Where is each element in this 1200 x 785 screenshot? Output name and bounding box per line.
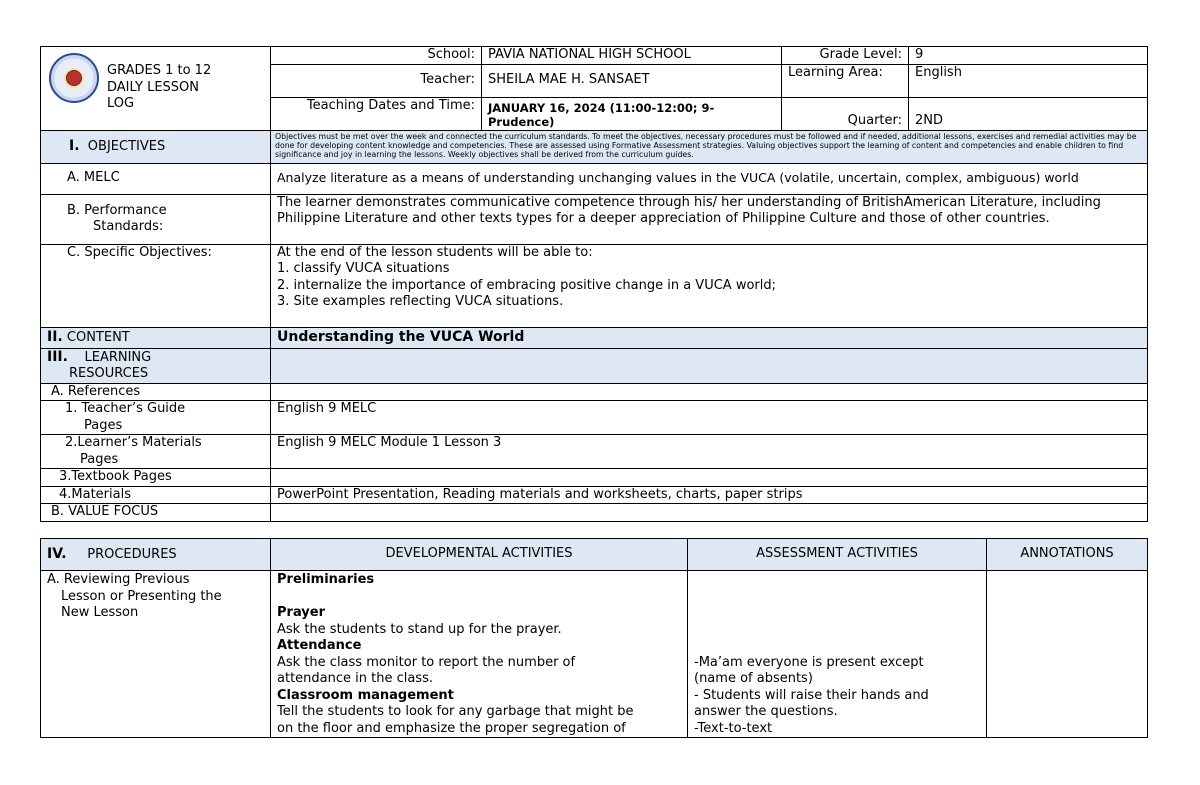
specific-objective-1: 1. classify VUCA situations [277, 261, 450, 276]
annotations-header: ANNOTATIONS [987, 539, 1148, 571]
procedure-a-label-line3: New Lesson [61, 605, 139, 620]
procedure-a-label-line2: Lesson or Presenting the [61, 588, 222, 604]
assessment-header: ASSESSMENT ACTIVITIES [688, 539, 987, 571]
materials-value: PowerPoint Presentation, Reading materials and worksheets, charts, paper strips [271, 486, 1148, 504]
annotations-cell [987, 571, 1148, 738]
attendance-text-line1: Ask the class monitor to report the number of [277, 654, 576, 670]
teacher-label: Teacher: [271, 64, 482, 97]
specific-objective-3: 3. Site examples reflecting VUCA situations. [277, 294, 564, 309]
resources-label-line1: LEARNING [84, 349, 152, 365]
learners-materials-label [41, 435, 271, 469]
assessment-line3: - Students will raise their hands and [694, 687, 929, 703]
objectives-note: Objectives must be met over the week and connected the curriculum standards. To meet the objectives, necessary procedures must be followed and if needed, additional lessons, exercises and remedial activities may be done for developing content knowledge and competencies. These are assessed using Formative Assessment strategies. Valuing objectives support the learning of content and competencies and enable children to find significance and joy in learning the lessons. Weekly objectives shall be derived from the curriculum guides. [271, 130, 1148, 163]
learners-materials-label-line1: 2.Learner’s Materials [65, 435, 202, 450]
specific-objectives-intro: At the end of the lesson students will be able to: [277, 244, 593, 260]
learners-materials-value: English 9 MELC Module 1 Lesson 3 [271, 435, 1148, 469]
header-title-line3: LOG [107, 96, 135, 111]
specific-objectives-label: C. Specific Objectives: [41, 244, 271, 327]
materials-label: 4.Materials [41, 486, 271, 504]
grade-value: 9 [909, 47, 1148, 65]
assessment-line1: -Ma’am everyone is present except [694, 654, 924, 670]
school-label: School: [271, 47, 482, 65]
attendance-text-line2: attendance in the class. [277, 671, 433, 686]
developmental-header: DEVELOPMENTAL ACTIVITIES [271, 539, 688, 571]
preliminaries-heading: Preliminaries [277, 572, 375, 587]
teacher-value: SHEILA MAE H. SANSAET [482, 64, 782, 97]
assessment-activities-cell [688, 571, 987, 738]
deped-seal-icon [41, 47, 107, 113]
content-heading [41, 327, 271, 348]
performance-value: The learner demonstrates communicative competence through his/ her understanding of BritishAmerican Literature, including Philippine Literature and other texts types for a deeper appreciation of Philippine Culture and those of other countries. [271, 194, 1148, 244]
dates-value: JANUARY 16, 2024 (11:00-12:00; 9-Prudence) [482, 97, 782, 130]
resources-roman: III. [47, 348, 68, 365]
procedures-table [40, 538, 1148, 738]
specific-objective-2: 2. internalize the importance of embracing positive change in a VUCA world; [277, 277, 776, 293]
learners-materials-label-line2: Pages [80, 451, 119, 467]
classroom-heading: Classroom management [277, 687, 454, 703]
dates-label: Teaching Dates and Time: [271, 97, 482, 130]
resources-label-line2: RESOURCES [69, 366, 149, 381]
value-focus-label: B. VALUE FOCUS [41, 504, 271, 522]
procedures-heading [41, 539, 271, 571]
value-focus-value [271, 504, 1148, 522]
objectives-heading [41, 130, 271, 163]
classroom-text-line1: Tell the students to look for any garbage that might be [277, 704, 634, 719]
resources-heading [41, 348, 271, 383]
content-label: CONTENT [66, 329, 130, 345]
header-title-line1: GRADES 1 to 12 [107, 63, 212, 78]
quarter-label: Quarter: [782, 97, 909, 130]
area-value: English [909, 64, 1148, 97]
assessment-line2: (name of absents) [694, 671, 813, 686]
prayer-text: Ask the students to stand up for the prayer. [277, 621, 562, 637]
performance-label-line1: B. Performance [67, 202, 167, 218]
attendance-heading: Attendance [277, 638, 362, 653]
teachers-guide-label-line1: 1. Teacher’s Guide [65, 401, 186, 416]
textbook-value [271, 469, 1148, 487]
content-roman: II. [47, 328, 63, 345]
melc-label: A. MELC [41, 163, 271, 194]
header-title-line2: DAILY LESSON [107, 79, 200, 95]
melc-value: Analyze literature as a means of understanding unchanging values in the VUCA (volatile, uncertain, complex, ambiguous) world [271, 163, 1148, 194]
header-title-cell [41, 47, 271, 131]
developmental-activities-cell [271, 571, 688, 738]
assessment-line5: -Text-to-text [694, 720, 773, 736]
teachers-guide-label [41, 401, 271, 435]
objectives-label: OBJECTIVES [87, 138, 166, 154]
content-value: Understanding the VUCA World [271, 327, 1148, 348]
objectives-roman: I. [69, 137, 80, 154]
procedures-label: PROCEDURES [87, 546, 177, 562]
prayer-heading: Prayer [277, 605, 326, 620]
specific-objectives-value [271, 244, 1148, 327]
grade-label: Grade Level: [782, 47, 909, 65]
references-value [271, 383, 1148, 401]
procedure-a-label-line1: A. Reviewing Previous [47, 572, 190, 587]
assessment-line4: answer the questions. [694, 704, 838, 719]
procedure-a-label [41, 571, 271, 738]
classroom-text-line2: on the floor and emphasize the proper segregation of [277, 720, 626, 736]
performance-label-line2: Standards: [93, 219, 164, 234]
textbook-label: 3.Textbook Pages [41, 469, 271, 487]
teachers-guide-label-line2: Pages [84, 417, 123, 433]
lesson-log-table [40, 46, 1148, 522]
references-label: A. References [41, 383, 271, 401]
school-value: PAVIA NATIONAL HIGH SCHOOL [482, 47, 782, 65]
performance-label [41, 194, 271, 244]
teachers-guide-value: English 9 MELC [271, 401, 1148, 435]
area-label: Learning Area: [782, 64, 909, 97]
resources-blank [271, 348, 1148, 383]
procedures-roman: IV. [47, 545, 67, 562]
quarter-value: 2ND [909, 97, 1148, 130]
